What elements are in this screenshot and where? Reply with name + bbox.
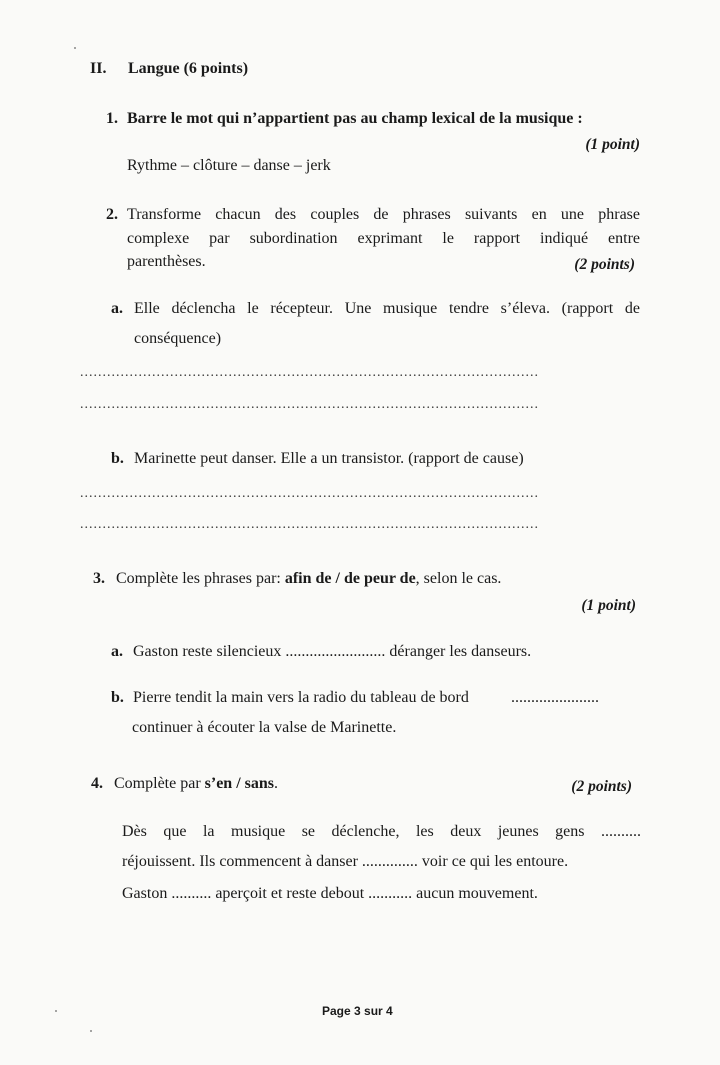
q2-number: 2. — [106, 206, 118, 223]
q3-text — [116, 570, 501, 588]
q3a-text-before: Gaston reste silencieux — [133, 643, 286, 660]
q3-number: 3. — [93, 570, 105, 587]
q3a-text-after: déranger les danseurs. — [385, 643, 532, 660]
scan-speck — [90, 1030, 92, 1032]
q4-number: 4. — [91, 775, 103, 792]
q2-line-3: parenthèses. — [127, 253, 206, 270]
q3-text-bold: afin de / de peur de — [284, 570, 416, 587]
q4-points: (2 points) — [571, 778, 632, 795]
q2-points: (2 points) — [574, 256, 635, 273]
q4-text-after: . — [274, 775, 278, 792]
q2b-answer-line-2[interactable]: ...................................................................................................... — [80, 517, 539, 532]
q2a-answer-line-1[interactable]: ...................................................................................................... — [80, 365, 539, 380]
q4-text — [114, 775, 278, 793]
q2-line-1: Transforme chacun des couples de phrases suivants en une phrase — [127, 206, 640, 223]
q3-text-before: Complète les phrases par: — [116, 570, 285, 587]
q3b-line-2: continuer à écouter la valse de Marinette. — [132, 719, 397, 736]
q1-number: 1. — [106, 110, 118, 127]
section-numeral: II. — [90, 60, 107, 77]
q3a-label: a. — [111, 643, 123, 660]
q4-line-1[interactable]: Dès que la musique se déclenche, les deux jeunes gens .......... — [122, 823, 641, 840]
q3-points: (1 point) — [581, 597, 636, 614]
q2a-line-1: Elle déclencha le récepteur. Une musique tendre s’éleva. (rapport de — [134, 300, 640, 317]
section-title: Langue (6 points) — [128, 60, 249, 77]
q3-text-after: , selon le cas. — [415, 570, 502, 587]
q2-line-2: complexe par subordination exprimant le rapport indiqué entre — [127, 230, 640, 247]
q2a-label: a. — [111, 300, 123, 317]
q3b-line-1: Pierre tendit la main vers la radio du tableau de bord — [133, 689, 469, 706]
q4-text-before: Complète par — [114, 775, 205, 792]
q3a-blank[interactable]: ......................... — [285, 643, 386, 660]
q3b-blank[interactable]: ...................... — [511, 689, 599, 706]
q3b-label: b. — [111, 689, 124, 706]
q1-points: (1 point) — [585, 136, 640, 153]
q4-text-bold: s’en / sans — [204, 775, 274, 792]
page-number: Page 3 sur 4 — [322, 1004, 393, 1018]
q2b-label: b. — [111, 450, 124, 467]
q4-line-3[interactable]: Gaston .......... aperçoit et reste debout ........... aucun mouvement. — [122, 885, 538, 902]
q1-words: Rythme – clôture – danse – jerk — [127, 157, 331, 174]
q3a-text — [133, 643, 531, 661]
scan-speck — [55, 1010, 57, 1012]
q2a-line-2: conséquence) — [134, 330, 222, 347]
q4-line-2[interactable]: réjouissent. Ils commencent à danser .............. voir ce qui les entoure. — [122, 853, 569, 870]
scan-speck — [74, 47, 76, 49]
q2a-answer-line-2[interactable]: ...................................................................................................... — [80, 397, 539, 412]
q1-text: Barre le mot qui n’appartient pas au champ lexical de la musique : — [127, 110, 583, 127]
q2b-text: Marinette peut danser. Elle a un transistor. (rapport de cause) — [134, 450, 524, 467]
q2b-answer-line-1[interactable]: ...................................................................................................... — [80, 486, 539, 501]
